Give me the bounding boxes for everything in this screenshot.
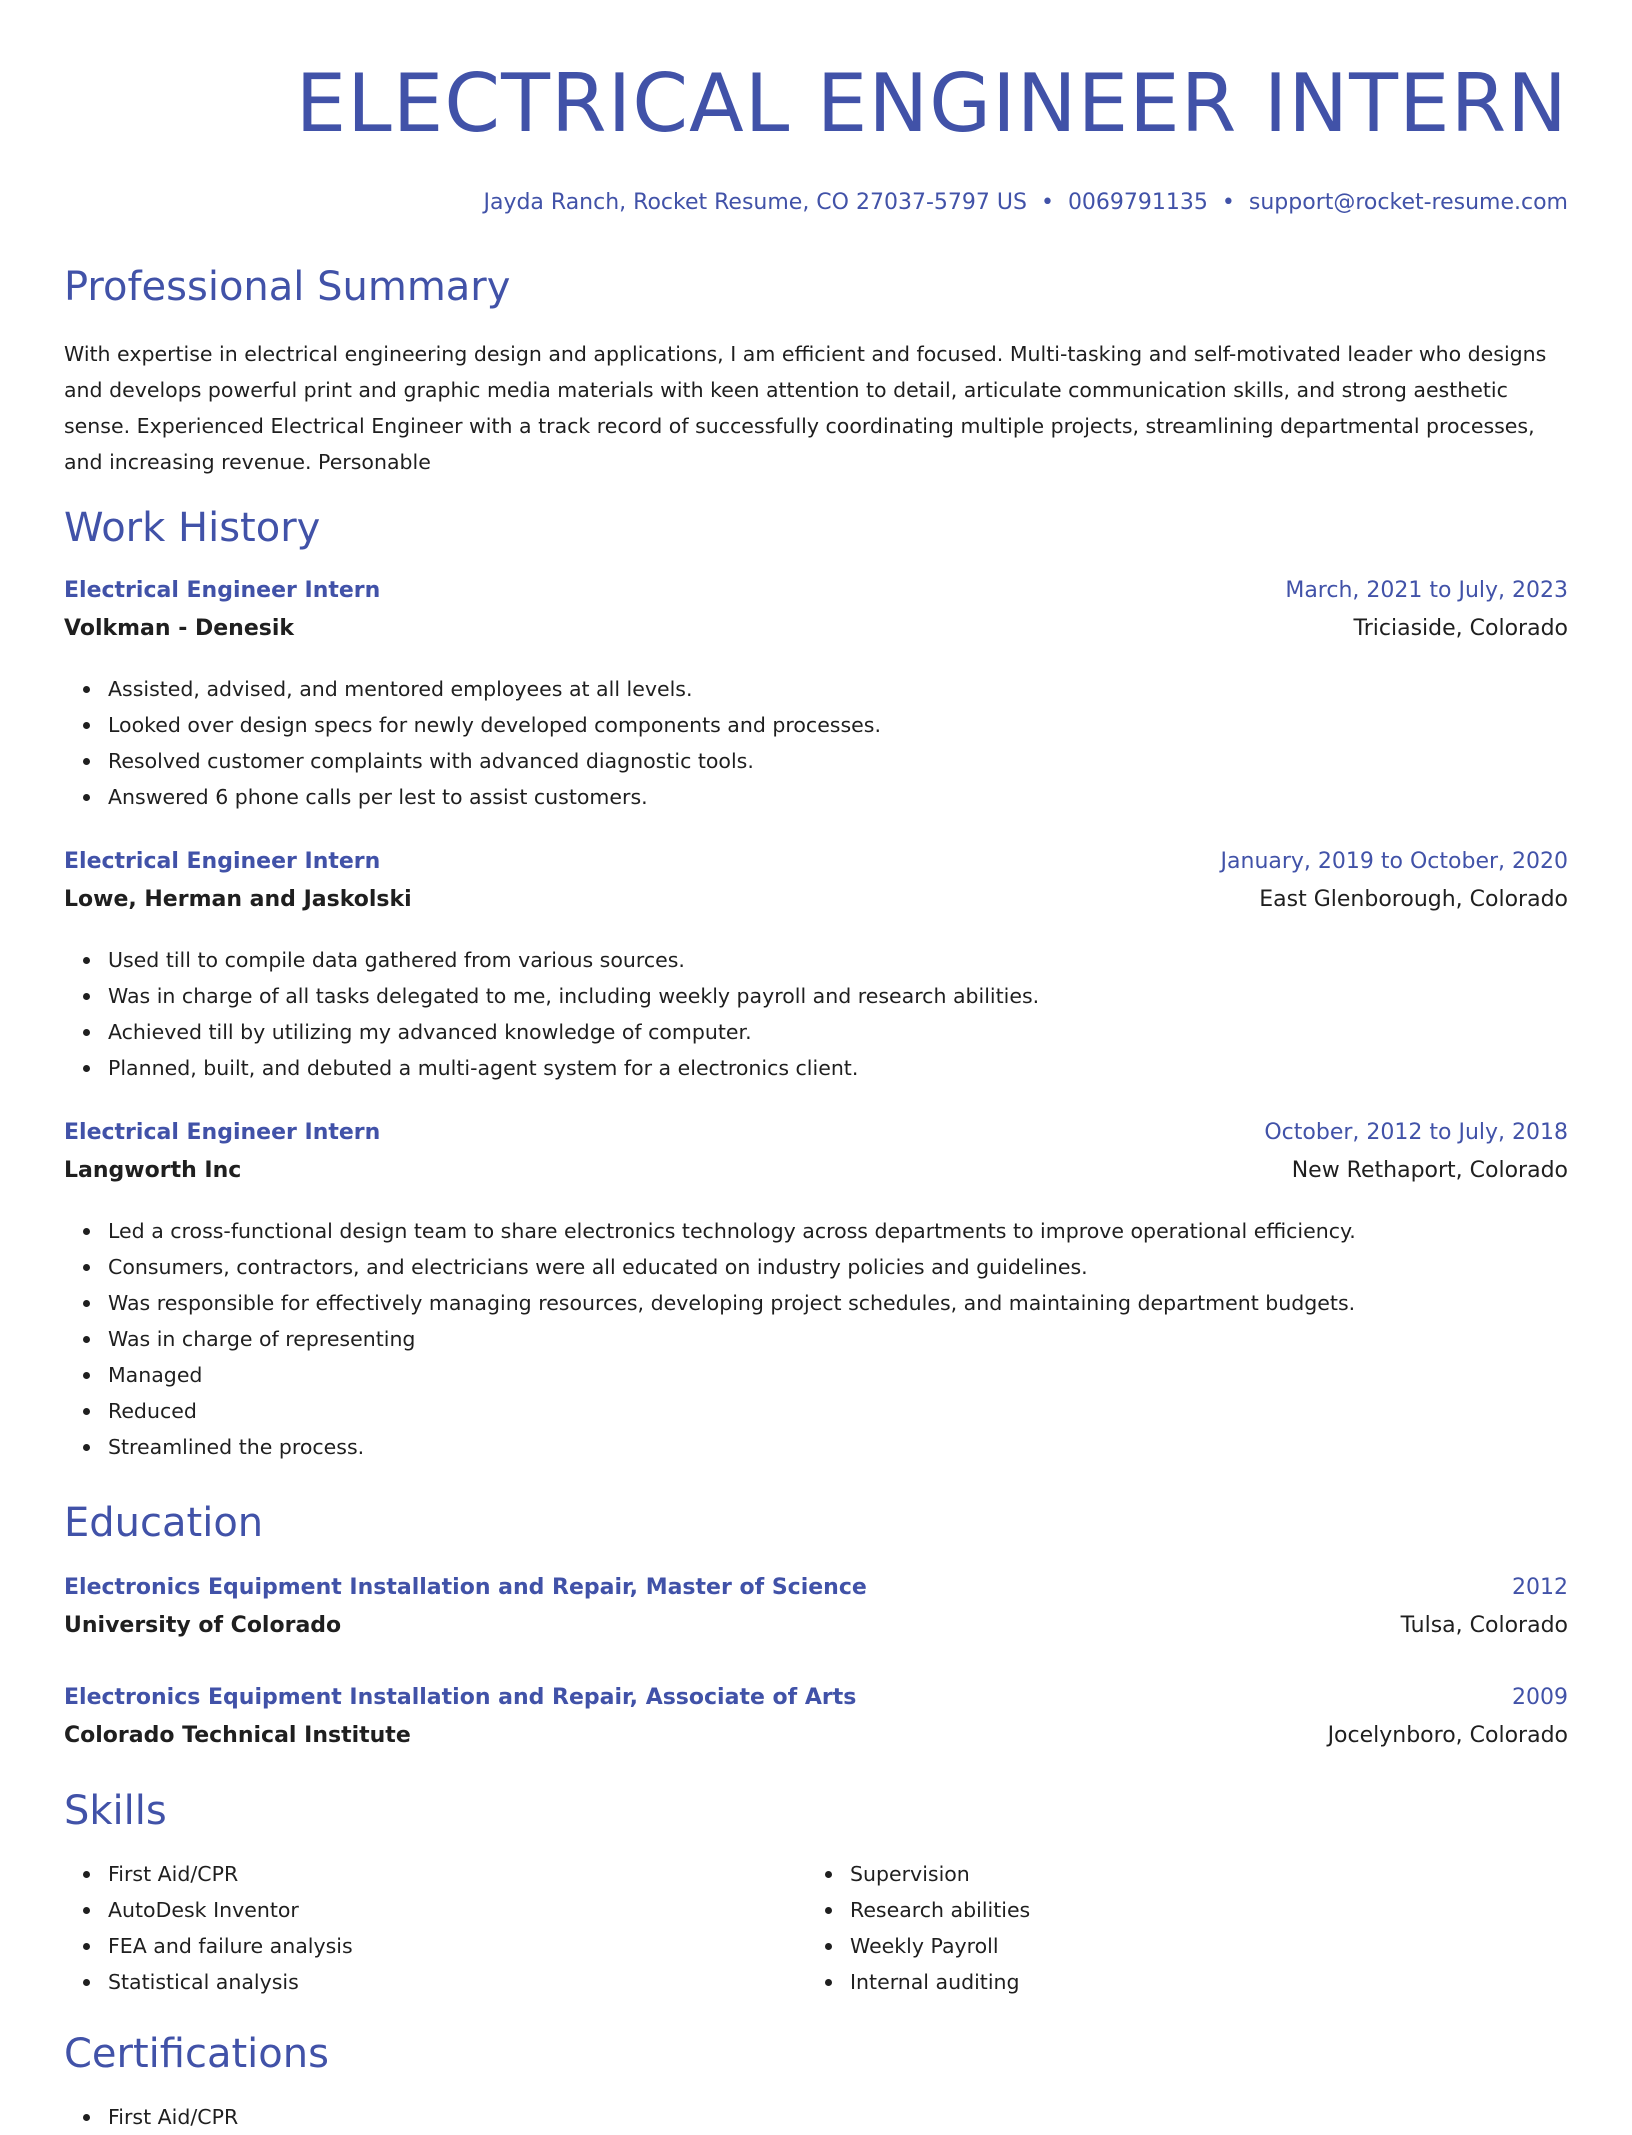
job-dates: January, 2019 to October, 2020 bbox=[1220, 849, 1568, 874]
contact-phone: 0069791135 bbox=[1067, 190, 1208, 215]
list-item: Assisted, advised, and mentored employees at all levels. bbox=[108, 671, 881, 707]
list-item: Looked over design specs for newly developed components and processes. bbox=[108, 707, 881, 743]
job-role: Electrical Engineer Intern bbox=[64, 1120, 381, 1145]
skill-item: Internal auditing bbox=[850, 1964, 1030, 2000]
job-company: Lowe, Herman and Jaskolski bbox=[64, 887, 412, 912]
education-degree-row bbox=[64, 1683, 1568, 1713]
list-item: Reduced bbox=[108, 1393, 1356, 1429]
contact-email[interactable]: support@rocket-resume.com bbox=[1248, 190, 1568, 215]
job-company-row bbox=[64, 614, 1568, 644]
education-year: 2009 bbox=[1512, 1685, 1568, 1710]
skill-item: Statistical analysis bbox=[108, 1964, 353, 2000]
education-school-row bbox=[64, 1721, 1568, 1751]
contact-separator: • bbox=[1040, 190, 1054, 215]
job-role: Electrical Engineer Intern bbox=[64, 849, 381, 874]
skills-list-left bbox=[64, 1856, 353, 2000]
skill-item: Supervision bbox=[850, 1856, 1030, 1892]
job-dates: October, 2012 to July, 2018 bbox=[1264, 1120, 1568, 1145]
list-item: Answered 6 phone calls per lest to assist customers. bbox=[108, 779, 881, 815]
education-school: University of Colorado bbox=[64, 1613, 342, 1638]
skill-item: Weekly Payroll bbox=[850, 1928, 1030, 1964]
job-company-row bbox=[64, 885, 1568, 915]
list-item: Resolved customer complaints with advanced diagnostic tools. bbox=[108, 743, 881, 779]
work-history-heading: Work History bbox=[64, 505, 321, 551]
job-role: Electrical Engineer Intern bbox=[64, 578, 381, 603]
education-degree-row bbox=[64, 1573, 1568, 1603]
list-item: Was in charge of all tasks delegated to me, including weekly payroll and research abilities. bbox=[108, 978, 1039, 1014]
list-item: Used till to compile data gathered from various sources. bbox=[108, 942, 1039, 978]
job-bullets bbox=[64, 671, 881, 815]
job-company: Volkman - Denesik bbox=[64, 616, 295, 641]
skills-heading: Skills bbox=[64, 1788, 167, 1834]
job-location: New Rethaport, Colorado bbox=[1291, 1158, 1568, 1183]
skill-item: AutoDesk Inventor bbox=[108, 1892, 353, 1928]
summary-text: With expertise in electrical engineering design and applications, I am efficient and focused. Multi-tasking and self-motivated leader who designs and develops powerful print and graphic media materials with keen attention to detail, articulate communication skills, and strong aesthetic sense. Experienced Electrical Engineer with a track record of successfully coordinating multiple projects, streamlining departmental processes, and increasing revenue. Personable bbox=[64, 342, 1547, 474]
job-bullets bbox=[64, 942, 1039, 1086]
certifications-heading: Certifications bbox=[64, 2031, 329, 2077]
education-school: Colorado Technical Institute bbox=[64, 1723, 411, 1748]
job-company: Langworth Inc bbox=[64, 1158, 242, 1183]
list-item: Was in charge of representing bbox=[108, 1321, 1356, 1357]
education-year: 2012 bbox=[1512, 1575, 1568, 1600]
summary-heading: Professional Summary bbox=[64, 264, 511, 310]
list-item: Consumers, contractors, and electricians were all educated on industry policies and guidelines. bbox=[108, 1249, 1356, 1285]
list-item: Planned, built, and debuted a multi-agent system for a electronics client. bbox=[108, 1050, 1039, 1086]
contact-address: Jayda Ranch, Rocket Resume, CO 27037-5797 US bbox=[483, 190, 1027, 215]
job-location: Triciaside, Colorado bbox=[1353, 616, 1568, 641]
contact-separator: • bbox=[1221, 190, 1235, 215]
education-location: Jocelynboro, Colorado bbox=[1327, 1723, 1568, 1748]
job-dates: March, 2021 to July, 2023 bbox=[1285, 578, 1568, 603]
skill-item: Research abilities bbox=[850, 1892, 1030, 1928]
list-item: Achieved till by utilizing my advanced knowledge of computer. bbox=[108, 1014, 1039, 1050]
job-title-row bbox=[64, 576, 1568, 606]
education-heading: Education bbox=[64, 1500, 264, 1546]
job-location: East Glenborough, Colorado bbox=[1259, 887, 1568, 912]
job-company-row bbox=[64, 1156, 1568, 1186]
education-location: Tulsa, Colorado bbox=[1400, 1613, 1568, 1638]
list-item: Led a cross-functional design team to share electronics technology across departments to improve operational efficiency. bbox=[108, 1213, 1356, 1249]
education-school-row bbox=[64, 1611, 1568, 1641]
job-title-row bbox=[64, 847, 1568, 877]
contact-line bbox=[64, 188, 1568, 218]
skill-item: FEA and failure analysis bbox=[108, 1928, 353, 1964]
job-bullets bbox=[64, 1213, 1356, 1465]
resume-page bbox=[64, 0, 1568, 2129]
certification-item: First Aid/CPR bbox=[108, 2099, 238, 2135]
list-item: Streamlined the process. bbox=[108, 1429, 1356, 1465]
job-title-row bbox=[64, 1118, 1568, 1148]
education-degree: Electronics Equipment Installation and Repair, Associate of Arts bbox=[64, 1685, 857, 1710]
skill-item: First Aid/CPR bbox=[108, 1856, 353, 1892]
education-degree: Electronics Equipment Installation and Repair, Master of Science bbox=[64, 1575, 867, 1600]
list-item: Was responsible for effectively managing resources, developing project schedules, and maintaining department budgets. bbox=[108, 1285, 1356, 1321]
list-item: Managed bbox=[108, 1357, 1356, 1393]
skills-list-right bbox=[806, 1856, 1030, 2000]
certifications-list bbox=[64, 2099, 238, 2135]
resume-title: ELECTRICAL ENGINEER INTERN bbox=[295, 57, 1568, 150]
